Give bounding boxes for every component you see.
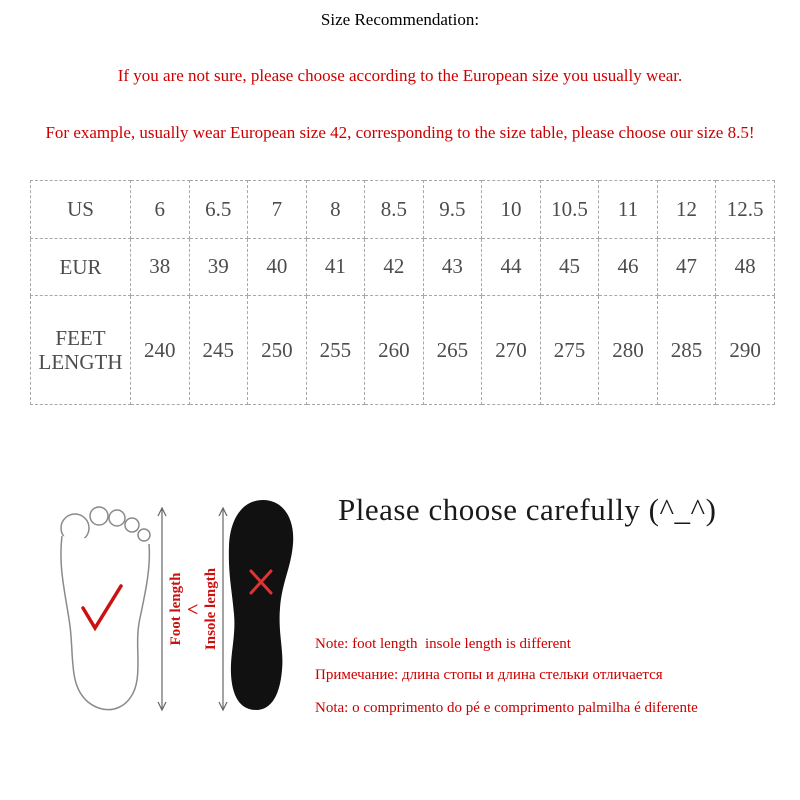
table-cell: 40 [248, 238, 307, 296]
table-row-us [31, 181, 775, 239]
table-cell: 6.5 [189, 181, 248, 239]
table-cell: 290 [716, 296, 775, 405]
foot-length-measure-line [158, 508, 166, 710]
table-cell: 48 [716, 238, 775, 296]
table-row-label: US [31, 181, 131, 239]
table-cell: 11 [599, 181, 658, 239]
table-cell: 47 [657, 238, 716, 296]
table-cell: 270 [482, 296, 541, 405]
table-cell: 42 [365, 238, 424, 296]
table-cell: 8 [306, 181, 365, 239]
insole-shape [229, 500, 293, 710]
table-cell: 6 [131, 181, 190, 239]
insole-length-measure-line [219, 508, 227, 710]
table-cell: 45 [540, 238, 599, 296]
table-cell: 245 [189, 296, 248, 405]
table-cell: 285 [657, 296, 716, 405]
table-cell: 280 [599, 296, 658, 405]
table-cell: 265 [423, 296, 482, 405]
table-cell: 9.5 [423, 181, 482, 239]
table-cell: 255 [306, 296, 365, 405]
table-cell: 43 [423, 238, 482, 296]
recommendation-line-2: For example, usually wear European size 42, corresponding to the size table, please choose our size 8.5! [45, 123, 755, 142]
table-cell: 260 [365, 296, 424, 405]
insole-length-label: Insole length [203, 567, 219, 651]
table-row-label: FEET LENGTH [31, 296, 131, 405]
table-cell: 12.5 [716, 181, 775, 239]
table-cell: 240 [131, 296, 190, 405]
foot-insole-diagram [35, 468, 305, 728]
table-cell: 46 [599, 238, 658, 296]
table-cell: 12 [657, 181, 716, 239]
table-cell: 8.5 [365, 181, 424, 239]
table-cell: 38 [131, 238, 190, 296]
table-cell: 7 [248, 181, 307, 239]
note-portuguese: Nota: o comprimento do pé e comprimento palmilha é diferente [315, 700, 698, 716]
recommendation-line-1: If you are not sure, please choose according to the European size you usually wear. [117, 66, 683, 85]
table-cell: 44 [482, 238, 541, 296]
table-row-label: EUR [31, 238, 131, 296]
table-cell: 275 [540, 296, 599, 405]
choose-carefully-headline: Please choose carefully (^_^) [338, 492, 717, 527]
table-row-feet-length [31, 296, 775, 405]
less-than-symbol: < [187, 599, 199, 621]
table-cell: 10 [482, 181, 541, 239]
table-cell: 39 [189, 238, 248, 296]
table-cell: 41 [306, 238, 365, 296]
foot-length-label: Foot length [168, 572, 184, 646]
table-cell: 10.5 [540, 181, 599, 239]
note-russian: Примечание: длина стопы и длина стельки отличается [315, 667, 663, 683]
size-table [30, 180, 775, 405]
table-row-eur [31, 238, 775, 296]
note-english: Note: foot length insole length is different [315, 636, 571, 652]
page-title: Size Recommendation: [320, 10, 480, 29]
table-cell: 250 [248, 296, 307, 405]
